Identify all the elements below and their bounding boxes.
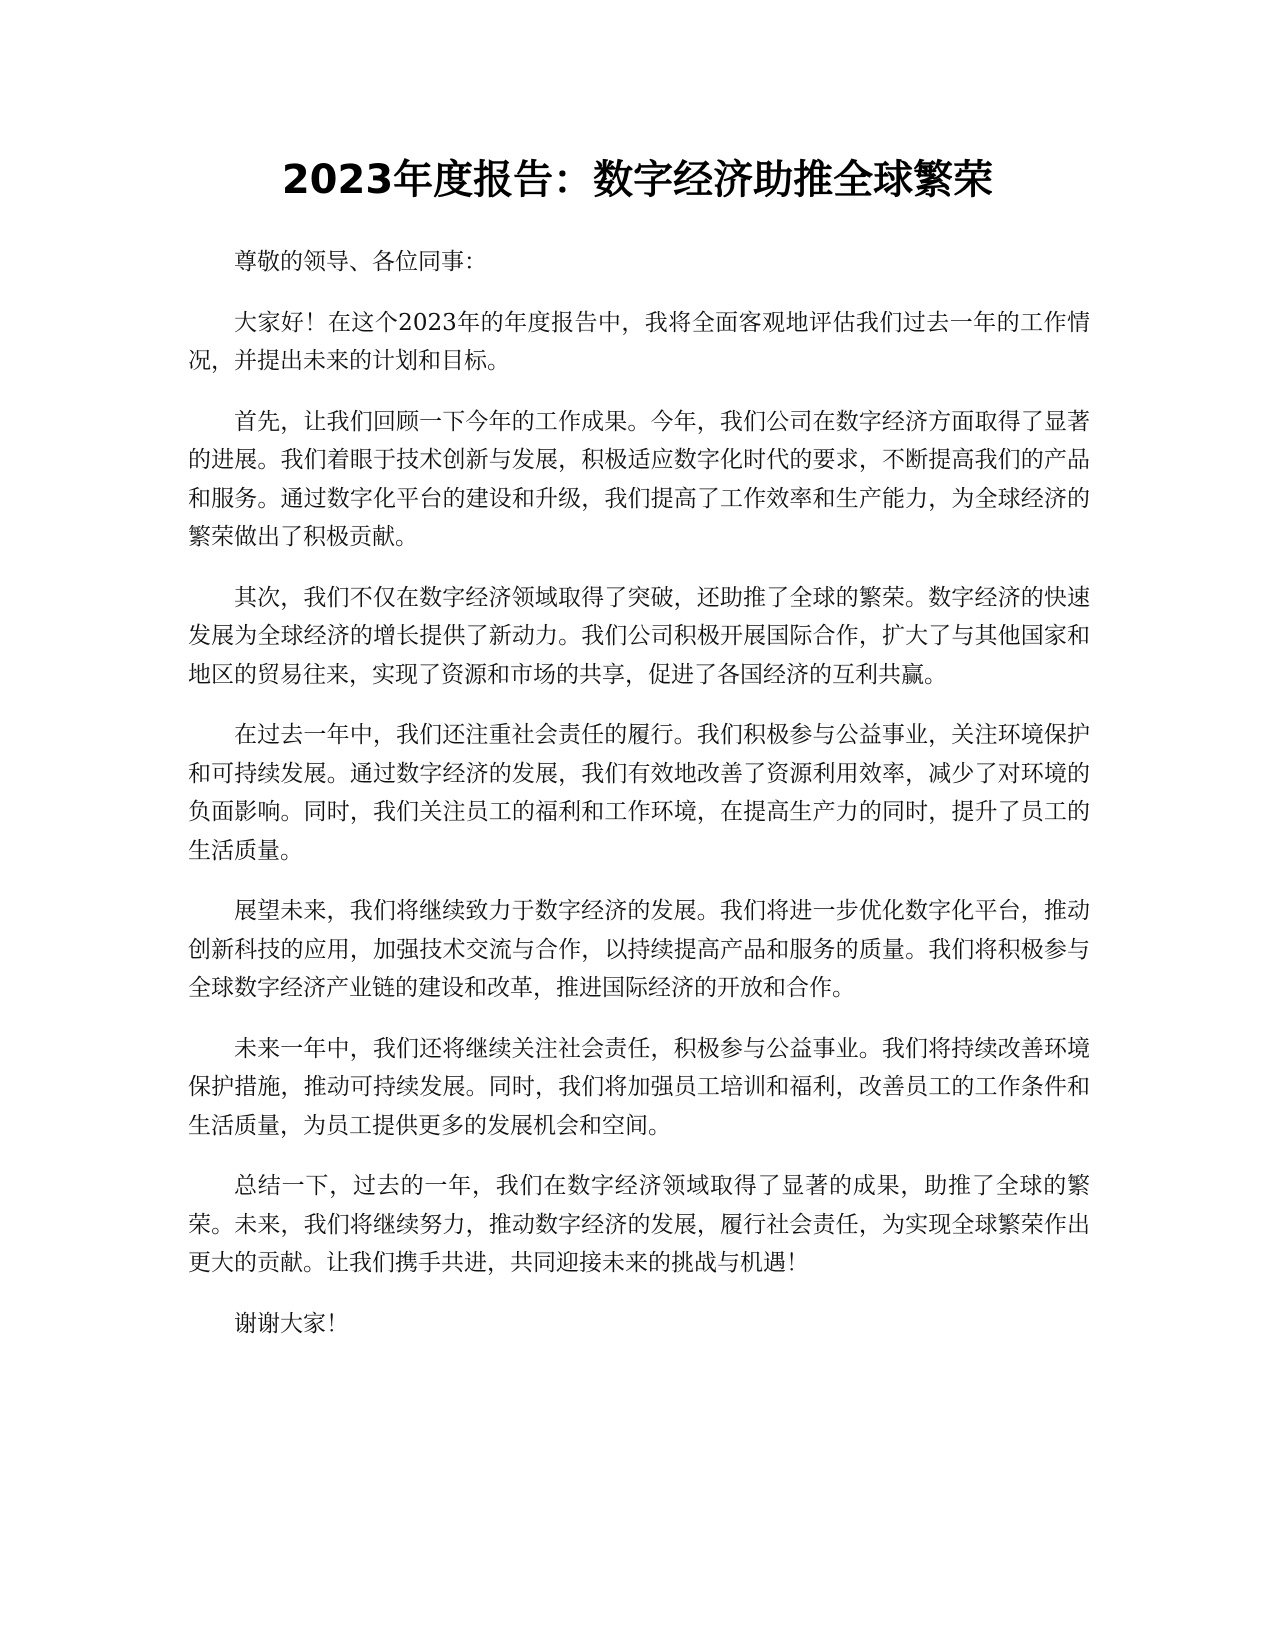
paragraph-social-responsibility: 在过去一年中，我们还注重社会责任的履行。我们积极参与公益事业，关注环境保护和可持续发展。通过数字经济的发展，我们有效地改善了资源利用效率，减少了对环境的负面影响。同时，我们关注员工的福利和工作环境，在提高生产力的同时，提升了员工的生活质量。	[188, 722, 1090, 864]
paragraph-achievements: 首先，让我们回顾一下今年的工作成果。今年，我们公司在数字经济方面取得了显著的进展。我们着眼于技术创新与发展，积极适应数字化时代的要求，不断提高我们的产品和服务。通过数字化平台的建设和升级，我们提高了工作效率和生产能力，为全球经济的繁荣做出了积极贡献。	[188, 408, 1090, 550]
paragraph-future-responsibility: 未来一年中，我们还将继续关注社会责任，积极参与公益事业。我们将持续改善环境保护措施，推动可持续发展。同时，我们将加强员工培训和福利，改善员工的工作条件和生活质量，为员工提供更多的发展机会和空间。	[188, 1035, 1090, 1139]
document-title: 2023年度报告：数字经济助推全球繁荣	[281, 157, 994, 203]
paragraph-summary: 总结一下，过去的一年，我们在数字经济领域取得了显著的成果，助推了全球的繁荣。未来，我们将继续努力，推动数字经济的发展，履行社会责任，为实现全球繁荣作出更大的贡献。让我们携手共进，共同迎接未来的挑战与机遇！	[188, 1173, 1090, 1276]
paragraph-global-prosperity: 其次，我们不仅在数字经济领域取得了突破，还助推了全球的繁荣。数字经济的快速发展为全球经济的增长提供了新动力。我们公司积极开展国际合作，扩大了与其他国家和地区的贸易往来，实现了资源和市场的共享，促进了各国经济的互利共赢。	[188, 584, 1090, 688]
paragraph-closing: 谢谢大家！	[234, 1310, 349, 1337]
document-body	[188, 243, 1090, 1365]
paragraph-outlook: 展望未来，我们将继续致力于数字经济的发展。我们将进一步优化数字化平台，推动创新科技的应用，加强技术交流与合作，以持续提高产品和服务的质量。我们将积极参与全球数字经济产业链的建设和改革，推进国际经济的开放和合作。	[188, 898, 1090, 1001]
paragraph-greeting: 大家好！在这个2023年的年度报告中，我将全面客观地评估我们过去一年的工作情况，并提出未来的计划和目标。	[188, 309, 1090, 374]
paragraph-salutation: 尊敬的领导、各位同事：	[234, 249, 487, 275]
